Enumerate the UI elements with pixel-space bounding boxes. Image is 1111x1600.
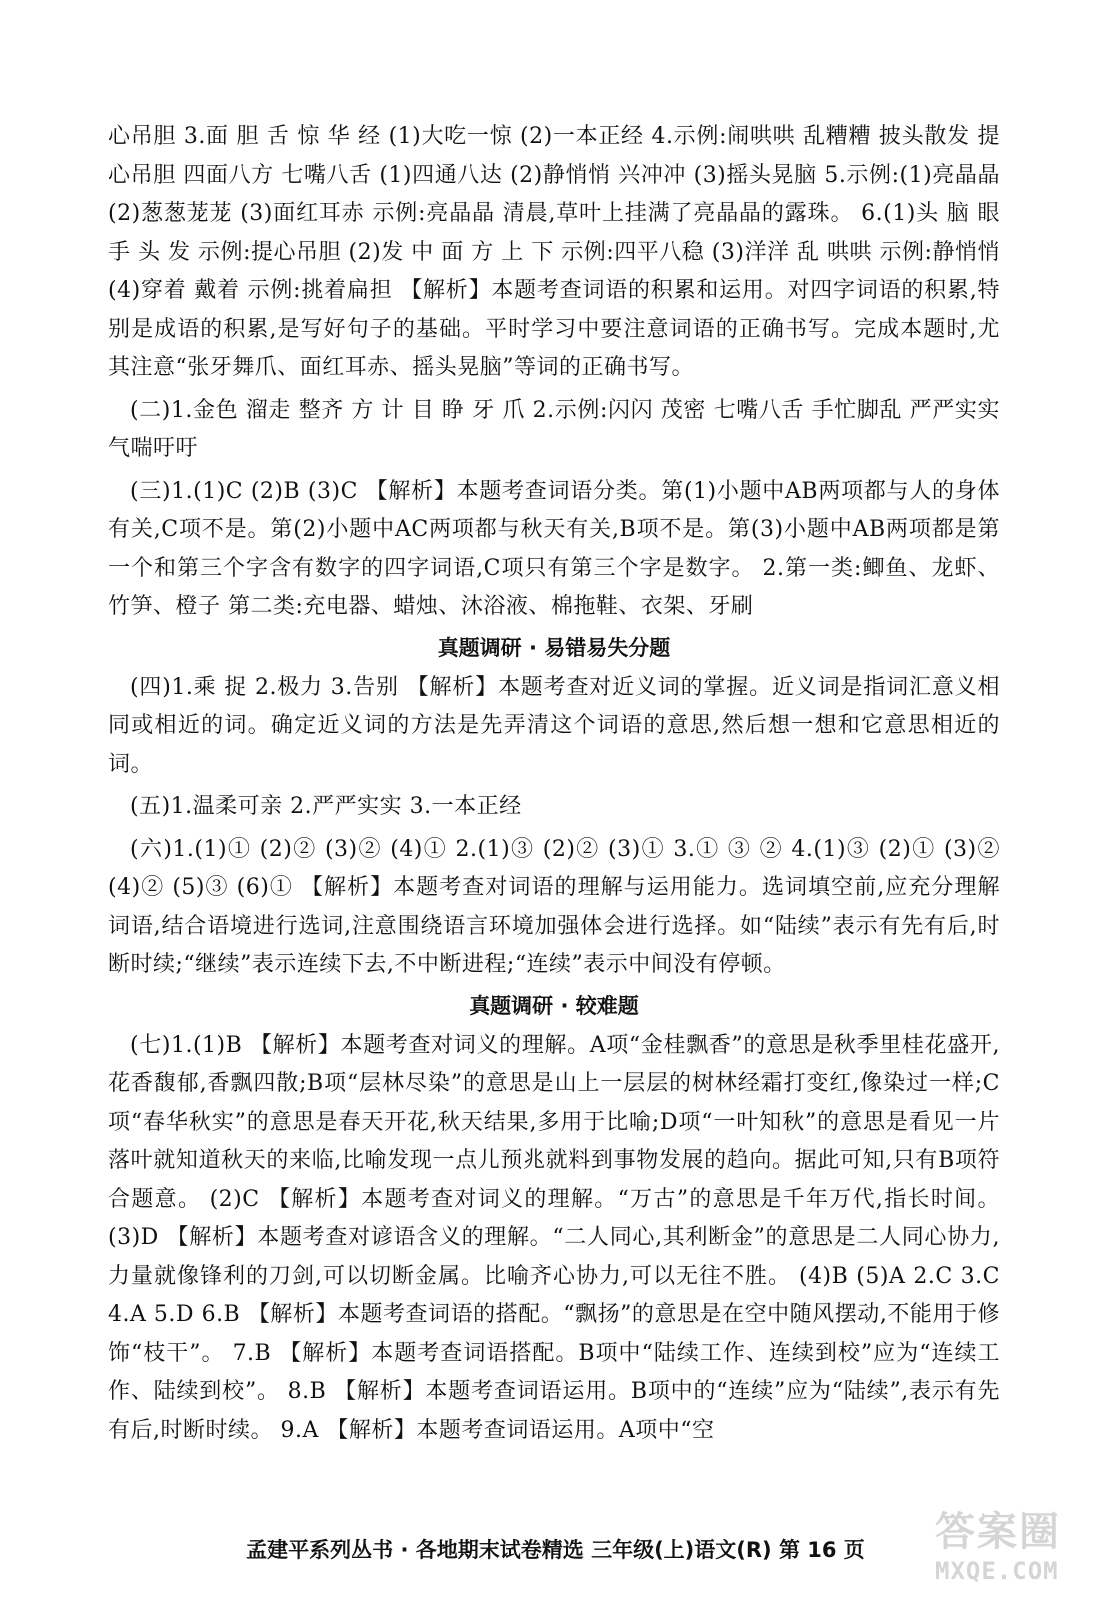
answer-paragraph-1: 心吊胆 3.面 胆 舌 惊 华 经 (1)大吃一惊 (2)一本正经 4.示例:闹哄哄 乱糟糟 披头散发 提心吊胆 四面八方 七嘴八舌 (1)四通八达 (2)静悄悄 兴冲冲 (3)摇头晃脑 5.示例:(1)亮晶晶 (2)葱葱茏茏 (3)面红耳赤 示例:亮晶晶 清晨,草叶上挂满了亮晶晶的露珠。 6.(1)头 脑 眼 手 头 发 示例:提心吊胆 (2)发 中 面 方 上 下 示例:四平八稳 (3)洋洋 乱 哄哄 示例:静悄悄 (4)穿着 戴着 示例:挑着扁担 【解析】本题考查词语的积累和运用。对四字词语的积累,特别是成语的积累,是写好句子的基础。平时学习中要注意词语的正确书写。完成本题时,尤其注意“张牙舞爪、面红耳赤、摇头晃脑”等词的正确书写。 xyxy=(108,124,1000,380)
answer-paragraph-6: (六)1.(1)① (2)② (3)② (4)① 2.(1)③ (2)② (3)① 3.① ③ ② 4.(1)③ (2)① (3)② (4)② (5)③ (6)① 【解析】本题考查对词语的理解与运用能力。选词填空前,应充分理解词语,结合语境进行选词,注意围绕语言环境加强体会进行选择。如“陆续”表示有先有后,时断时续;“继续”表示连续下去,不中断进程;“连续”表示中间没有停顿。 xyxy=(108,836,1000,977)
answer-paragraph-7: (七)1.(1)B 【解析】本题考查对词义的理解。A项“金桂飘香”的意思是秋季里桂花盛开,花香馥郁,香飘四散;B项“层林尽染”的意思是山上一层层的树林经霜打变红,像染过一样;C项“春华秋实”的意思是春天开花,秋天结果,多用于比喻;D项“一叶知秋”的意思是看见一片落叶就知道秋天的来临,比喻发现一点儿预兆就料到事物发展的趋向。据此可知,只有B项符合题意。 (2)C 【解析】本题考查对词义的理解。“万古”的意思是千年万代,指长时间。 (3)D 【解析】本题考查对谚语含义的理解。“二人同心,其利断金”的意思是二人同心协力,力量就像锋利的刀剑,可以切断金属。比喻齐心协力,可以无往不胜。 (4)B (5)A 2.C 3.C 4.A 5.D 6.B 【解析】本题考查词语的搭配。“飘扬”的意思是在空中随风摆动,不能用于修饰“枝干”。 7.B 【解析】本题考查词语搭配。B项中“陆续工作、连续到校”应为“连续工作、陆续到校”。 8.B 【解析】本题考查词语运用。B项中的“连续”应为“陆续”,表示有先有后,时断时续。 9.A 【解析】本题考查词语运用。A项中“空 xyxy=(108,1032,1000,1443)
watermark-url: MXQE.COM xyxy=(935,1557,1059,1585)
page-footer: 孟建平系列丛书 · 各地期末试卷精选 三年级(上)语文(R) 第 16 页 xyxy=(246,1538,865,1562)
watermark-logo-text: 答案圈 xyxy=(935,1509,1061,1555)
watermark-logo xyxy=(935,1500,1085,1590)
answer-paragraph-5: (五)1.温柔可亲 2.严严实实 3.一本正经 xyxy=(130,794,522,819)
section-heading-difficult: 真题调研 · 较难题 xyxy=(469,993,639,1018)
answer-paragraph-3: (三)1.(1)C (2)B (3)C 【解析】本题考查词语分类。第(1)小题中AB两项都与人的身体有关,C项不是。第(2)小题中AC两项都与秋天有关,B项不是。第(3)小题中AB两项都是第一个和第三个字含有数字的四字词语,C项只有第三个字是数字。 2.第一类:鲫鱼、龙虾、竹笋、橙子 第二类:充电器、蜡烛、沐浴液、棉拖鞋、衣架、牙刷 xyxy=(108,478,1000,619)
answer-paragraph-2: (二)1.金色 溜走 整齐 方 计 目 睁 牙 爪 2.示例:闪闪 茂密 七嘴八舌 手忙脚乱 严严实实 气喘吁吁 xyxy=(108,397,1000,461)
answer-page xyxy=(108,118,1000,1450)
section-heading-error-prone: 真题调研 · 易错易失分题 xyxy=(437,635,671,660)
answer-paragraph-4: (四)1.乘 捉 2.极力 3.告别 【解析】本题考查对近义词的掌握。近义词是指词汇意义相同或相近的词。确定近义词的方法是先弄清这个词语的意思,然后想一想和它意思相近的词。 xyxy=(108,674,1000,777)
